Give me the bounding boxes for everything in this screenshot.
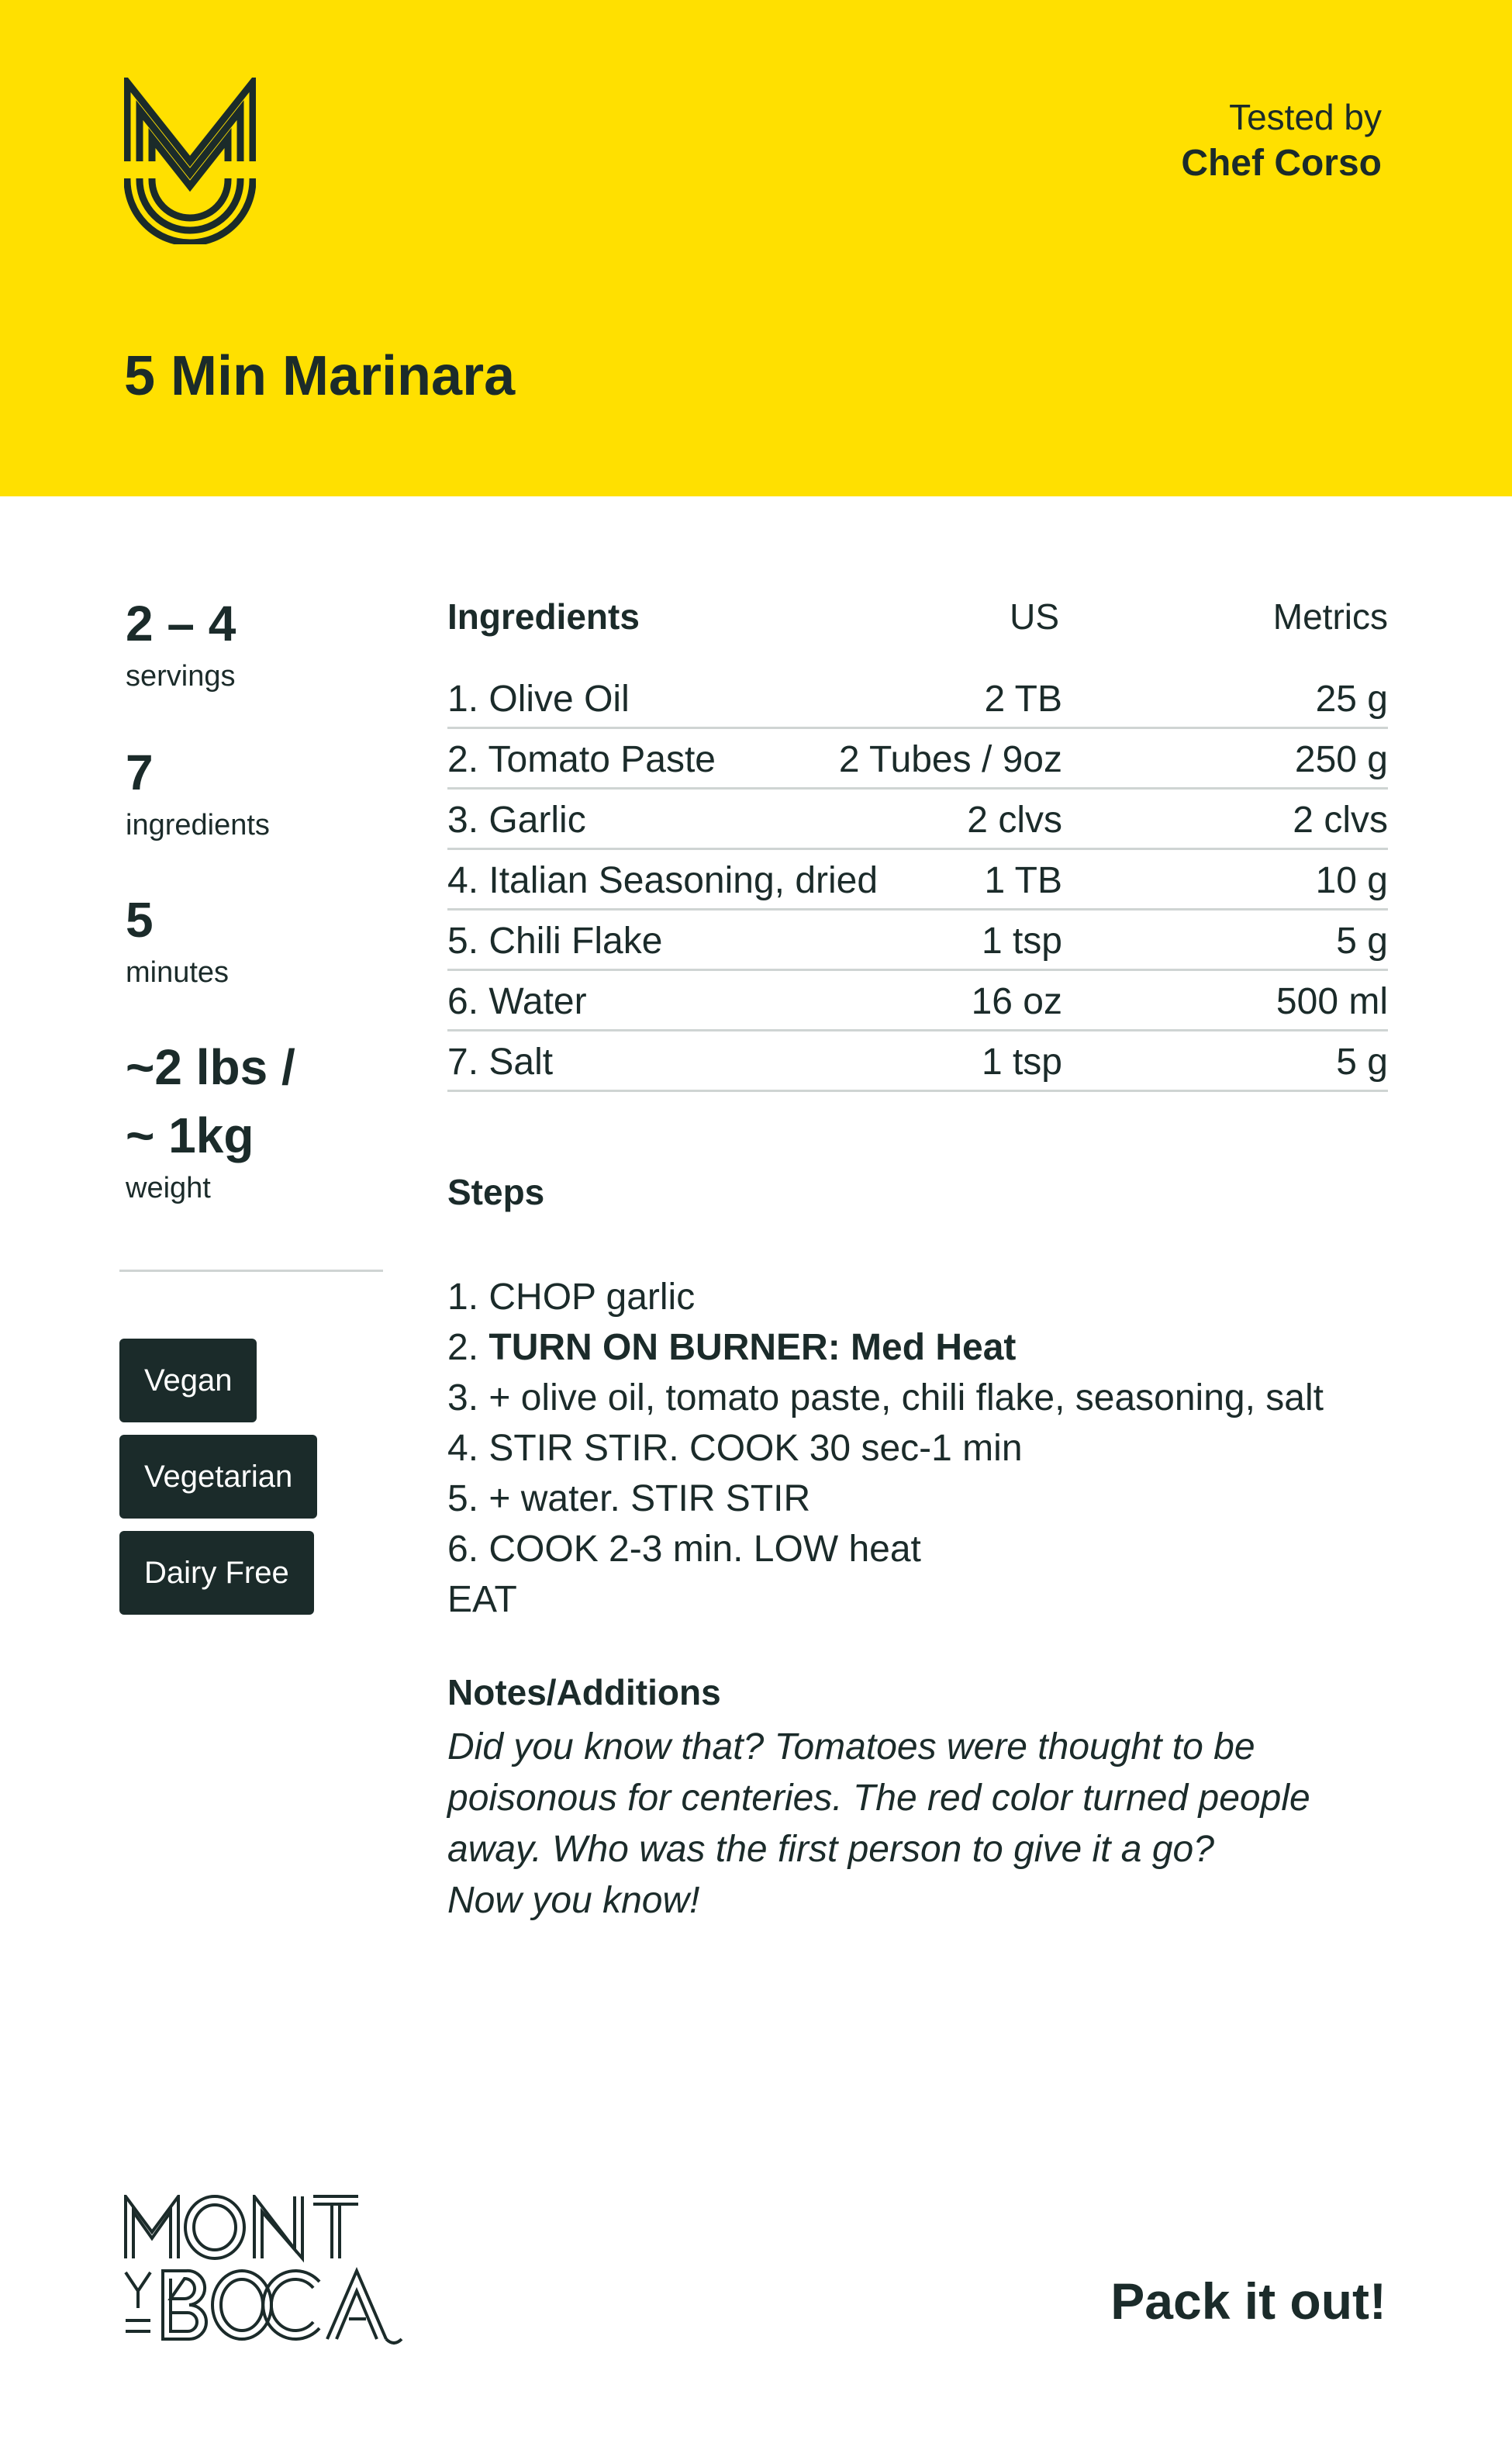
step-item: 5. + water. STIR STIR xyxy=(447,1478,811,1519)
ingredient-row xyxy=(447,790,1388,850)
ingredient-name: 4. Italian Seasoning, dried xyxy=(447,860,879,901)
weight-value-line2: ~ 1kg xyxy=(126,1107,254,1163)
note-line: poisonous for centeries. The red color turned people xyxy=(447,1778,1310,1819)
ingredient-metric-amount: 500 ml xyxy=(1276,981,1388,1022)
note-line: away. Who was the first person to give it a go? xyxy=(447,1829,1214,1870)
note-line: Did you know that? Tomatoes were thought to be xyxy=(447,1726,1255,1767)
ingredient-row xyxy=(447,971,1388,1031)
ingredient-row xyxy=(447,669,1388,729)
minutes-value: 5 xyxy=(126,892,154,948)
servings-label: servings xyxy=(126,660,236,693)
step-item: 3. + olive oil, tomato paste, chili flake, seasoning, salt xyxy=(447,1377,1324,1418)
notes-heading: Notes/Additions xyxy=(447,1672,721,1712)
minutes-stat xyxy=(126,886,229,991)
ingredient-metric-amount: 5 g xyxy=(1336,1042,1388,1083)
ingredient-name: 3. Garlic xyxy=(447,800,586,841)
us-column-header: US xyxy=(1010,596,1059,637)
header-banner xyxy=(0,0,1512,496)
ingredient-us-amount: 1 tsp xyxy=(981,1042,1062,1083)
ingredient-us-amount: 16 oz xyxy=(971,981,1062,1022)
ingredient-name: 1. Olive Oil xyxy=(447,679,630,720)
ingredient-metric-amount: 2 clvs xyxy=(1293,800,1388,841)
m-u-logo-icon xyxy=(124,78,256,244)
minutes-label: minutes xyxy=(126,956,230,989)
stats-divider xyxy=(119,1270,383,1272)
weight-label: weight xyxy=(126,1172,211,1204)
notes-body xyxy=(447,1722,1424,1926)
servings-value: 2 – 4 xyxy=(126,596,236,651)
ingredients-count-stat xyxy=(126,738,270,844)
step-prefix: 2. xyxy=(447,1327,489,1368)
tested-by-label: Tested by xyxy=(1229,97,1382,137)
ingredient-us-amount: 2 clvs xyxy=(967,800,1062,841)
steps-list xyxy=(447,1272,1424,1625)
ingredient-us-amount: 2 TB xyxy=(984,679,1062,720)
step-item: 6. COOK 2-3 min. LOW heat xyxy=(447,1529,921,1570)
ingredient-name: 5. Chili Flake xyxy=(447,921,663,962)
ingredient-us-amount: 1 tsp xyxy=(981,921,1062,962)
weight-value-line1: ~2 lbs / xyxy=(126,1039,295,1095)
tag-dairy-free: Dairy Free xyxy=(119,1531,314,1615)
ingredients-count-value: 7 xyxy=(126,745,154,800)
note-line: Now you know! xyxy=(447,1880,700,1921)
ingredient-row xyxy=(447,1031,1388,1092)
ingredient-row xyxy=(447,850,1388,911)
ingredient-metric-amount: 5 g xyxy=(1336,921,1388,962)
ingredient-metric-amount: 25 g xyxy=(1315,679,1388,720)
step-item xyxy=(447,1322,1424,1373)
ingredient-name: 7. Salt xyxy=(447,1042,554,1083)
ingredient-metric-amount: 10 g xyxy=(1315,860,1388,901)
step-item: 4. STIR STIR. COOK 30 sec-1 min xyxy=(447,1428,1023,1469)
tested-by-block xyxy=(1181,95,1382,188)
ingredient-us-amount: 1 TB xyxy=(984,860,1062,901)
tagline: Pack it out! xyxy=(1110,2272,1386,2330)
ingredients-heading: Ingredients xyxy=(447,596,640,637)
ingredient-name: 6. Water xyxy=(447,981,587,1022)
ingredient-us-amount: 2 Tubes / 9oz xyxy=(838,739,1062,780)
mont-y-boca-logo xyxy=(124,2195,403,2350)
ingredient-name: 2. Tomato Paste xyxy=(447,739,716,780)
ingredients-count-label: ingredients xyxy=(126,809,270,841)
tag-vegetarian: Vegetarian xyxy=(119,1435,317,1519)
step-item: EAT xyxy=(447,1579,517,1620)
ingredient-metric-amount: 250 g xyxy=(1294,739,1388,780)
tester-name: Chef Corso xyxy=(1181,143,1382,184)
steps-heading: Steps xyxy=(447,1172,545,1212)
weight-stat xyxy=(126,1033,295,1207)
tag-vegan: Vegan xyxy=(119,1339,257,1422)
step-item: 1. CHOP garlic xyxy=(447,1277,696,1318)
metric-column-header: Metrics xyxy=(1272,596,1388,637)
ingredient-row xyxy=(447,729,1388,790)
ingredient-row xyxy=(447,911,1388,971)
step-emphasis: TURN ON BURNER: Med Heat xyxy=(488,1327,1017,1368)
servings-stat xyxy=(126,589,236,695)
ingredients-table xyxy=(447,669,1388,1092)
recipe-title: 5 Min Marinara xyxy=(124,345,516,407)
